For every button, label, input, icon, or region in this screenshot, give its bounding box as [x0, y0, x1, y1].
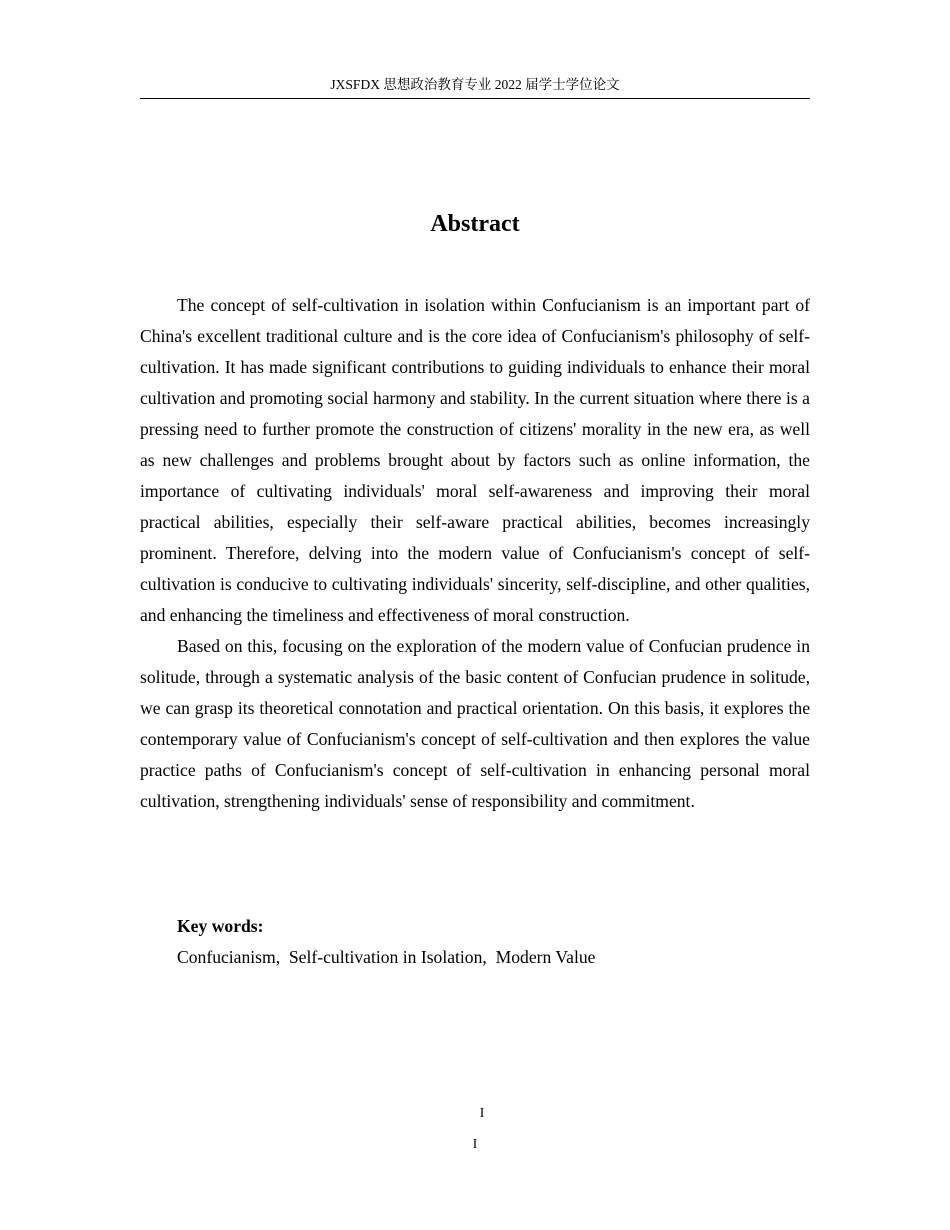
keywords-list: Confucianism, Self-cultivation in Isolation, Modern Value [177, 947, 596, 967]
running-header-title: JXSFDX 思想政治教育专业 2022 届学士学位论文 [330, 77, 620, 92]
abstract-body [140, 290, 810, 817]
abstract-paragraph-2: Based on this, focusing on the exploration of the modern value of Confucian prudence in solitude, through a systematic analysis of the basic content of Confucian prudence in solitude, we can grasp its theoretical connotation and practical orientation. On this basis, it explores the contemporary value of Confucianism's concept of self-cultivation and then explores the value practice paths of Confucianism's concept of self-cultivation in enhancing personal moral cultivation, strengthening individuals' sense of responsibility and commitment. [140, 636, 810, 811]
abstract-title: Abstract [430, 211, 520, 237]
running-header [140, 76, 810, 99]
page-number-secondary: I [472, 1136, 478, 1151]
keywords-label: Key words: [177, 916, 264, 936]
abstract-paragraph-1: The concept of self-cultivation in isolation within Confucianism is an important part of China's excellent traditional culture and is the core idea of Confucianism's philosophy of self-cultivation. It has made significant contributions to guiding individuals to enhance their moral cultivation and promoting social harmony and stability. In the current situation where there is a pressing need to further promote the construction of citizens' morality in the new era, as well as new challenges and problems brought about by factors such as online information, the importance of cultivating individuals' moral self-awareness and improving their moral practical abilities, especially their self-aware practical abilities, becomes increasingly prominent. Therefore, delving into the modern value of Confucianism's concept of self-cultivation is conducive to cultivating individuals' sincerity, self-discipline, and other qualities, and enhancing the timeliness and effectiveness of moral construction. [140, 295, 810, 625]
page-number: I [479, 1105, 485, 1120]
keywords-section [177, 911, 810, 973]
